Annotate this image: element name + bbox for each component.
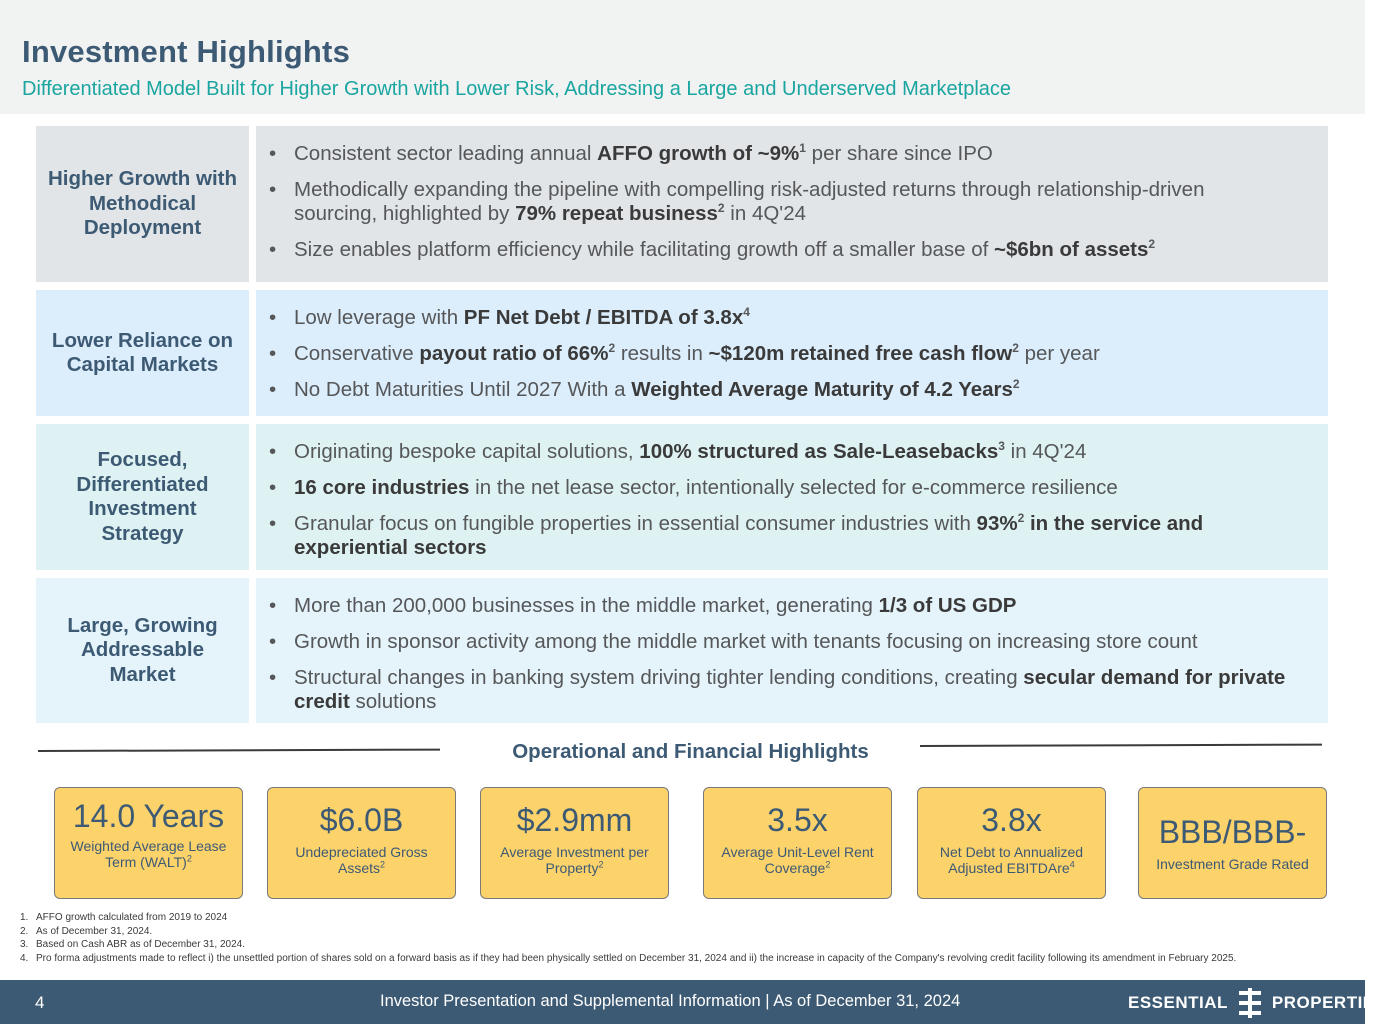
bullet-list xyxy=(294,594,1288,714)
ops-section-title: Operational and Financial Highlights xyxy=(512,740,869,763)
footer-bar xyxy=(0,980,1387,1024)
metric-desc: Weighted Average Lease Term (WALT)$^2$ xyxy=(70,838,227,870)
bullet-item: • Methodically expanding the pipeline with compelling risk-adjusted returns through relationship-driven sourcing, highlighted by 79% repeat business$^2$ in 4Q'24 xyxy=(294,178,1288,226)
metric-card xyxy=(1138,787,1327,899)
metric-value: 14.0 Years xyxy=(72,798,225,834)
footnotes xyxy=(20,911,1330,965)
metric-value: $6.0B xyxy=(319,802,404,838)
highlight-row xyxy=(36,424,1328,570)
row-content xyxy=(256,290,1328,416)
row-label: Focused, Differentiated Investment Strategy xyxy=(36,424,249,570)
metric-card xyxy=(917,787,1106,899)
highlight-row xyxy=(36,578,1328,723)
bullet-item: • Growth in sponsor activity among the middle market with tenants focusing on increasing store count xyxy=(294,630,1288,654)
page-number: 4 xyxy=(35,993,45,1012)
footnote: 4. Pro forma adjustments made to reflect i) the unsettled portion of shares sold on a forward basis as if they had been physically settled on December 31, 2024 and ii) the increase in capacity of the Company's revolving credit facility following its amendment in February 2025. xyxy=(20,952,1237,964)
row-label: Large, Growing Addressable Market xyxy=(36,578,249,723)
row-label: Lower Reliance on Capital Markets xyxy=(36,290,249,416)
row-label: Higher Growth with Methodical Deployment xyxy=(36,126,249,282)
metric-desc: Net Debt to Annualized Adjusted EBITDAre$^4$ xyxy=(939,844,1084,876)
footnote: 3. Based on Cash ABR as of December 31, 2024. xyxy=(20,939,246,950)
bullet-list xyxy=(294,306,1288,402)
page-subtitle: Differentiated Model Built for Higher Growth with Lower Risk, Addressing a Large and Underserved Marketplace xyxy=(22,78,1012,100)
page-title: Investment Highlights xyxy=(22,34,351,69)
metric-card xyxy=(703,787,892,899)
metric-card xyxy=(54,787,243,899)
footnote: 1. AFFO growth calculated from 2019 to 2024 xyxy=(20,912,228,923)
bullet-item: • Low leverage with PF Net Debt / EBITDA of $3.8x^4$ xyxy=(294,306,1288,330)
bullet-item: • Consistent sector leading annual AFFO growth of ~9%$^1$ per share since IPO xyxy=(294,142,1288,166)
header-band xyxy=(0,0,1365,114)
bullet-item: • More than 200,000 businesses in the middle market, generating 1/3 of US GDP xyxy=(294,594,1288,618)
metric-desc: Undepreciated Gross Assets$^2$ xyxy=(295,844,428,876)
metric-desc: Investment Grade Rated xyxy=(1156,856,1309,872)
bullet-item: • Conservative payout ratio of 66%$^2$ results in ~$120m retained free cash flow$^2$ per year xyxy=(294,342,1288,366)
bullet-item: • No Debt Maturities Until 2027 With a Weighted Average Maturity of 4.2 Years$^2$ xyxy=(294,378,1288,402)
bullet-item: • Size enables platform efficiency while facilitating growth off a smaller base of ~$6bn of assets$^2$ xyxy=(294,238,1288,262)
bullet-item: • Originating bespoke capital solutions, 100% structured as Sale-Leasebacks$^3$ in 4Q'24 xyxy=(294,440,1288,464)
logo-mark-icon xyxy=(1238,988,1262,1018)
bullet-item: • 16 core industries in the net lease sector, intentionally selected for e-commerce resilience xyxy=(294,476,1288,500)
bullet-item: • Granular focus on fungible properties in essential consumer industries with 93%$^2$ in the service and experiential sectors xyxy=(294,512,1288,560)
row-content xyxy=(256,578,1328,723)
metric-value: $2.9mm xyxy=(516,802,633,838)
footer-text: Investor Presentation and Supplemental Information | As of December 31, 2024 xyxy=(380,992,961,1010)
bullet-list xyxy=(294,142,1288,262)
highlight-row xyxy=(36,290,1328,416)
metric-desc: Average Investment per Property$^2$ xyxy=(500,844,649,876)
bullet-item: • Structural changes in banking system driving tighter lending conditions, creating secular demand for private credit solutions xyxy=(294,666,1288,714)
metric-value: 3.8x xyxy=(981,802,1042,838)
footnote: 2. As of December 31, 2024. xyxy=(20,925,153,937)
metric-value: 3.5x xyxy=(767,802,828,838)
highlight-row xyxy=(36,126,1328,282)
row-content xyxy=(256,126,1328,282)
company-logo: ESSENTIAL PROPERTIES xyxy=(1128,988,1387,1018)
row-content xyxy=(256,424,1328,570)
metric-card xyxy=(480,787,669,899)
bullet-list xyxy=(294,440,1288,560)
metric-card xyxy=(267,787,456,899)
metric-value: BBB/BBB- xyxy=(1158,814,1307,850)
metric-desc: Average Unit-Level Rent Coverage$^2$ xyxy=(721,844,874,876)
